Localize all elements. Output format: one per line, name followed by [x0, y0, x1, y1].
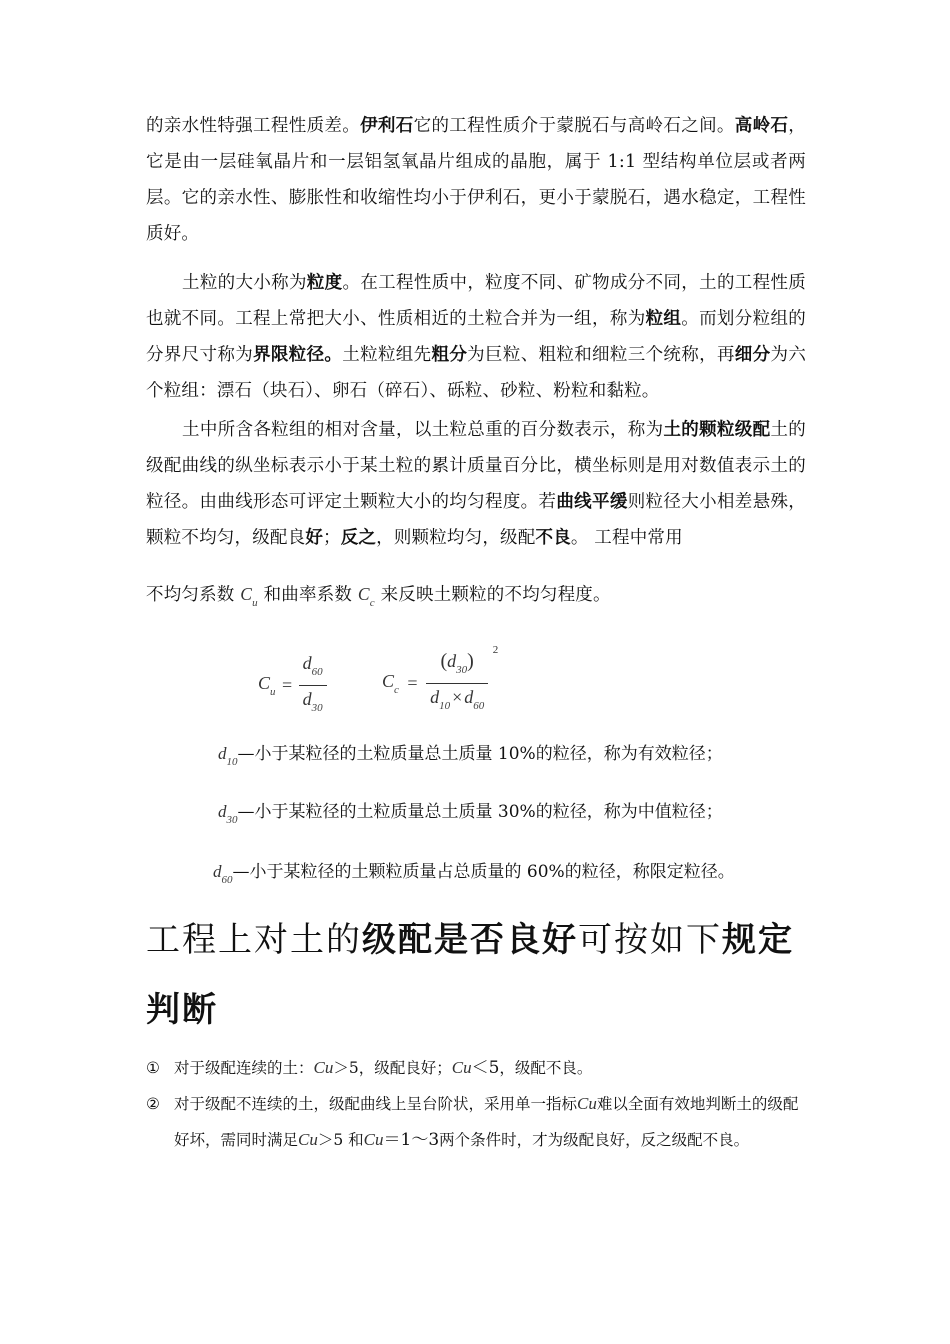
cc-symbol: $C_c$	[357, 584, 375, 609]
definition-d30: $d_{30}—$小于某粒径的土粒质量总土质量 30%的粒径，称为中值粒径；	[218, 802, 723, 826]
term-grain-size: 粒度	[306, 273, 343, 293]
list-item: ① 对于级配连续的土：Cu＞5，级配良好；Cu＜5，级配不良。	[146, 1050, 810, 1086]
text: 。而划分粒组的分界尺寸称为	[146, 309, 806, 365]
text: 土粒粒组先	[342, 345, 432, 365]
paragraph-grain-size	[146, 265, 806, 409]
paragraph-coefficients	[146, 576, 806, 621]
formula-cc: $C_c$ = $\frac{(d_{30})}{d_{10} \times d_{60}}$ $^2$	[382, 648, 498, 719]
text: ，它是由一层硅氧晶片和一层铝氢氧晶片组成的晶胞，属于 1:1 型结构单位层或者两层。它的亲水性、膨胀性和收缩性均小于伊利石，更小于蒙脱石，遇水稳定，工程性质好。	[146, 116, 806, 244]
text: 它的工程性质介于蒙脱石与高岭石之间。	[413, 116, 735, 136]
term-poor: 不良	[535, 528, 571, 548]
formula-cu: $C_u$ = $\frac{d_{60}}{d_{30}}$	[258, 650, 327, 721]
text: 土的级配曲线的纵坐标表示小于某土粒的累计质量百分比，横坐标则是用对数值表示土的粒径。由曲线形态可评定土颗粒大小的均匀程度。若	[146, 420, 807, 512]
term-good: 好	[305, 528, 324, 548]
text: 来反映土颗粒的不均匀程度。	[380, 585, 611, 605]
term-boundary-size: 界限粒径。	[253, 345, 343, 365]
term-gentle-curve: 曲线平缓	[556, 492, 628, 512]
text: 则粒径大小相差悬殊，颗粒不均匀，级配良	[146, 492, 806, 548]
text: 为六个粒组：漂石（块石）、卵石（碎石）、砾粒、砂粒、粉粒和黏粒。	[146, 345, 807, 401]
term-conversely: 反之	[340, 528, 377, 548]
fraction: $\frac{d_{60}}{d_{30}}$	[299, 650, 327, 721]
text: 土粒的大小称为	[182, 273, 307, 293]
text: 。在工程性质中，粒度不同、矿物成分不同，土的工程性质也就不同。工程上常把大小、性质相近的土粒合并为一组，称为	[146, 273, 806, 329]
term-kaolinite: 高岭石	[734, 116, 789, 136]
list-item: ② 对于级配不连续的土，级配曲线上呈台阶状，采用单一指标Cu难以全面有效地判断土的级配好坏，需同时满足Cu＞5 和Cu＝1～3两个条件时，才为级配良好，反之级配不良。	[146, 1086, 810, 1158]
term-grain-group: 粒组	[645, 309, 682, 329]
term-illite: 伊利石	[360, 116, 414, 136]
term-fine-division: 细分	[734, 345, 771, 365]
text: 。 工程中常用	[570, 528, 683, 548]
section-heading: 工程上对土的级配是否良好可按如下规定判断	[146, 920, 794, 1030]
text: 不均匀系数	[146, 585, 235, 605]
term-coarse-division: 粗分	[431, 345, 468, 365]
exponent: 2	[492, 644, 499, 656]
cu-symbol: $C_u$	[240, 584, 258, 609]
text: 的亲水性特强工程性质差。	[146, 116, 361, 136]
fraction: $\frac{(d_{30})}{d_{10} \times d_{60}}$	[426, 648, 488, 719]
term-gradation: 土的颗粒级配	[663, 420, 771, 440]
definition-d10: $d_{10}—$小于某粒径的土粒质量总土质量 10%的粒径，称为有效粒径；	[218, 744, 723, 768]
circled-number: ②	[146, 1095, 160, 1113]
text: ，则颗粒均匀，级配	[376, 528, 536, 548]
paragraph-gradation	[146, 412, 806, 556]
circled-number: ①	[146, 1059, 160, 1077]
text: ；	[323, 528, 341, 548]
definition-d60: $d_{60}—$小于某粒径的土颗粒质量占总质量的 60%的粒径，称限定粒径。	[213, 862, 735, 886]
paragraph-clay-minerals	[146, 108, 806, 252]
text: 和曲率系数	[263, 585, 353, 605]
text: 为巨粒、粗粒和细粒三个统称，再	[467, 345, 735, 365]
text: 土中所含各粒组的相对含量，以土粒总重的百分数表示，称为	[182, 420, 664, 440]
